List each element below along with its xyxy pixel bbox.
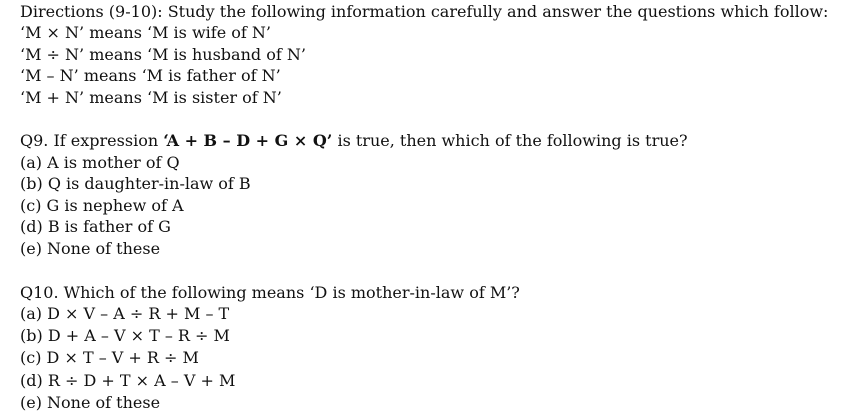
q10-option-c: (c) D × T – V + R ÷ M: [20, 348, 199, 367]
rule-husband: ‘M ÷ N’ means ‘M is husband of N’: [20, 45, 306, 64]
q10-option-b: (b) D + A – V × T – R ÷ M: [20, 326, 230, 345]
q10-question: Q10. Which of the following means ‘D is mother-in-law of M’?: [20, 283, 520, 302]
q10-option-e: (e) None of these: [20, 393, 161, 412]
q9-expression: ‘A + B – D + G × Q’: [163, 131, 333, 150]
q9-question: [20, 130, 688, 151]
rule-father: ‘M – N’ means ‘M is father of N’: [20, 66, 281, 85]
q9-prefix: Q9. If expression: [20, 131, 164, 150]
q10-option-a: (a) D × V – A ÷ R + M – T: [20, 304, 230, 323]
q9-suffix: is true, then which of the following is true?: [332, 131, 688, 150]
q9-option-e: (e) None of these: [20, 239, 161, 258]
q9-option-a: (a) A is mother of Q: [20, 153, 180, 172]
q9-option-d: (d) B is father of G: [20, 217, 171, 236]
directions-title: Directions (9-10): Study the following information carefully and answer the questions which follow:: [20, 2, 829, 21]
q9-option-b: (b) Q is daughter-in-law of B: [20, 174, 251, 193]
rule-sister: ‘M + N’ means ‘M is sister of N’: [20, 88, 282, 107]
document-body: [20, 0, 843, 419]
q9-option-c: (c) G is nephew of A: [20, 196, 184, 215]
rule-wife: ‘M × N’ means ‘M is wife of N’: [20, 23, 271, 42]
q10-option-d: (d) R ÷ D + T × A – V + M: [20, 371, 236, 390]
